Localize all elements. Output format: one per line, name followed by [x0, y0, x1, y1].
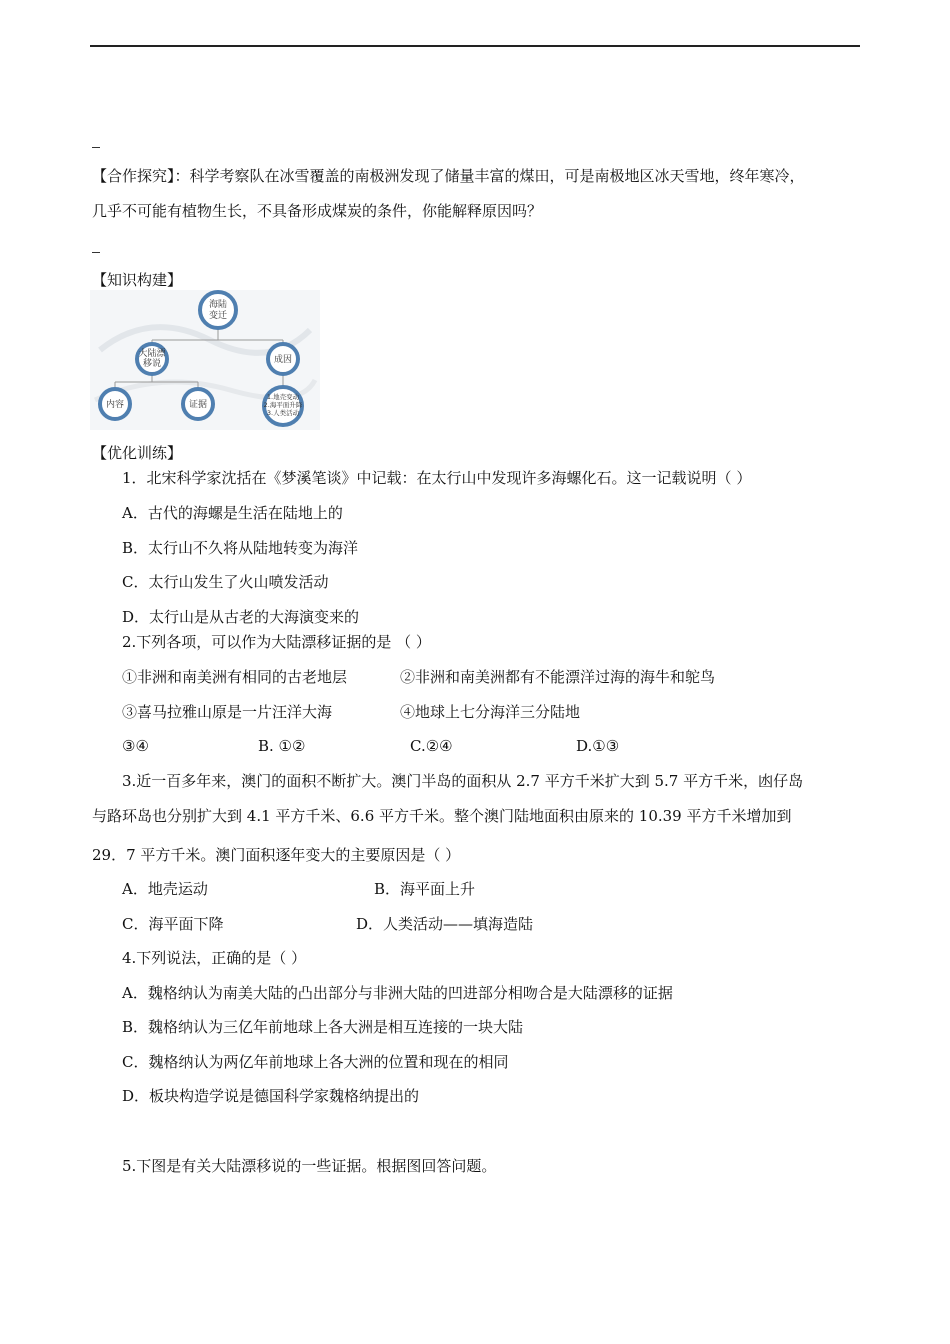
q1-option-b: B．太行山不久将从陆地转变为海洋: [122, 539, 359, 557]
svg-text:成因: 成因: [273, 355, 293, 365]
q4-option-c: C．魏格纳认为两亿年前地球上各大洲的位置和现在的相同: [122, 1053, 509, 1071]
svg-text:1.地壳变动: 1.地壳变动: [266, 393, 300, 401]
q1-option-c: C．太行山发生了火山喷发活动: [122, 573, 329, 591]
q2-option-b: B. ①②: [258, 737, 306, 755]
q2-statement-4: ④地球上七分海洋三分陆地: [400, 703, 581, 721]
q4-stem: 4.下列说法，正确的是（ ）: [122, 949, 307, 967]
q2-stem: 2.下列各项，可以作为大陆漂移证据的是 （ ）: [122, 633, 431, 651]
svg-text:变迁: 变迁: [208, 311, 228, 321]
svg-text:2.海平面升降: 2.海平面升降: [263, 401, 303, 409]
q2-statement-2: ②非洲和南美洲都有不能漂洋过海的海牛和鸵鸟: [400, 668, 716, 686]
svg-text:3.人类活动: 3.人类活动: [266, 409, 300, 417]
q4-option-b: B．魏格纳认为三亿年前地球上各大洲是相互连接的一块大陆: [122, 1018, 524, 1036]
q2-statement-1: ①非洲和南美洲有相同的古老地层: [122, 668, 348, 686]
knowledge-mindmap: [90, 290, 320, 430]
q4-option-a: A．魏格纳认为南美大陆的凸出部分与非洲大陆的凹进部分相吻合是大陆漂移的证据: [122, 984, 673, 1002]
node-causes-list: [264, 387, 303, 425]
header-rule: [90, 45, 860, 47]
svg-text:证据: 证据: [188, 400, 208, 410]
q3-stem-line3: 29．7 平方千米。澳门面积逐年变大的主要原因是（ ）: [92, 846, 461, 864]
coop-paragraph-line2: 几乎不可能有植物生长，不具备形成煤炭的条件，你能解释原因吗？: [92, 202, 543, 220]
q3-stem-line1: 3.近一百多年来，澳门的面积不断扩大。澳门半岛的面积从 2.7 平方千米扩大到 5.7 平方千米，凼仔岛: [122, 772, 804, 790]
q1-option-a: A．古代的海螺是生活在陆地上的: [122, 504, 343, 522]
q3-stem-line2: 与路环岛也分别扩大到 4.1 平方千米、6.6 平方千米。整个澳门陆地面积由原来的 10.39 平方千米增加到: [92, 807, 792, 825]
node-cause: [268, 344, 298, 374]
q5-stem: 5.下图是有关大陆漂移说的一些证据。根据图回答问题。: [122, 1157, 497, 1175]
q2-statement-3: ③喜马拉雅山原是一片汪洋大海: [122, 703, 333, 721]
coop-paragraph-line1: 【合作探究】：科学考察队在冰雪覆盖的南极洲发现了储量丰富的煤田，可是南极地区冰天雪地，终年寒冷，: [92, 167, 805, 185]
mindmap-diagram: [90, 290, 320, 430]
svg-text:内容: 内容: [105, 400, 125, 410]
node-drift: [137, 344, 167, 374]
q1-option-d: D．太行山是从古老的大海演变来的: [122, 608, 360, 626]
q2-option-a: ③④: [122, 737, 149, 755]
blank-mark: [92, 147, 100, 148]
q3-option-d: D．人类活动——填海造陆: [356, 915, 534, 933]
knowledge-heading: 【知识构建】: [92, 271, 183, 289]
node-content: [100, 389, 130, 419]
node-evidence: [183, 389, 213, 419]
q3-option-c: C．海平面下降: [122, 915, 224, 933]
q3-option-b: B．海平面上升: [374, 880, 476, 898]
q2-option-c: C.②④: [410, 737, 453, 755]
q3-option-a: A．地壳运动: [122, 880, 208, 898]
blank-mark: [92, 252, 100, 253]
q2-option-d: D.①③: [576, 737, 620, 755]
training-heading: 【优化训练】: [92, 444, 183, 462]
q4-option-d: D．板块构造学说是德国科学家魏格纳提出的: [122, 1087, 420, 1105]
coop-heading: 【合作探究】: [92, 167, 175, 185]
svg-text:海陆: 海陆: [208, 300, 228, 310]
node-root: [200, 292, 236, 328]
svg-text:移说: 移说: [142, 359, 162, 369]
svg-text:大陆漂: 大陆漂: [138, 349, 166, 359]
q1-stem: 1．北宋科学家沈括在《梦溪笔谈》中记载：在太行山中发现许多海螺化石。这一记载说明（ ）: [122, 469, 752, 487]
